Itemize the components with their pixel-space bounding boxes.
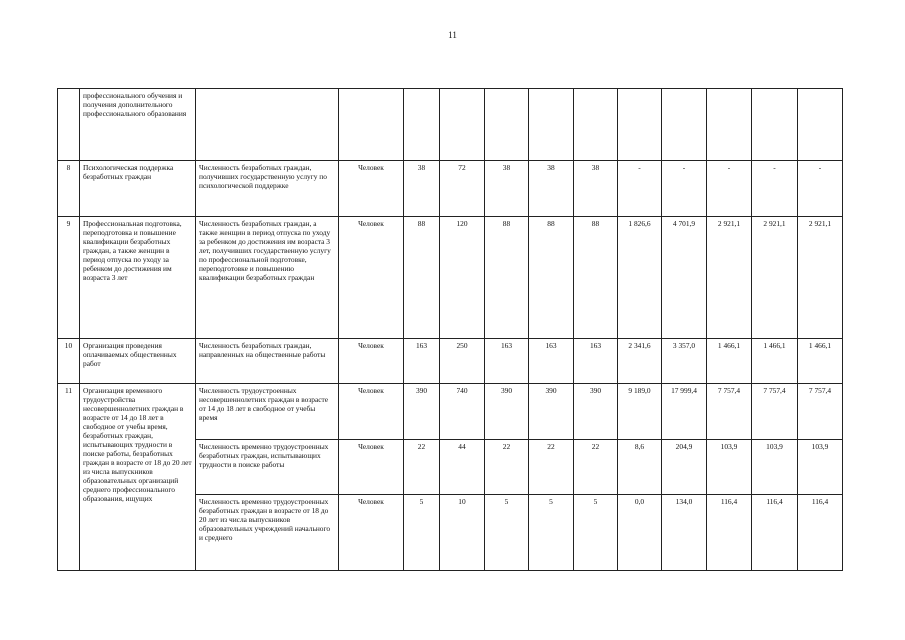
unit-cell: Человек	[339, 440, 404, 495]
indicator-cell	[196, 89, 339, 161]
value-cell: 163	[404, 339, 440, 384]
finance-cell: 116,4	[752, 495, 798, 571]
value-cell: 88	[574, 217, 618, 339]
unit-cell: Человек	[339, 339, 404, 384]
finance-cell: 1 466,1	[752, 339, 798, 384]
indicator-cell: Численность безработных граждан, а также женщин в период отпуска по уходу за ребенком до достижения им возраста 3 лет, получивших государственную услугу по профессиональной подготовке, переподготовке и повышению квалификации безработных граждан	[196, 217, 339, 339]
value-cell: 22	[485, 440, 529, 495]
finance-cell: 1 466,1	[707, 339, 752, 384]
value-cell: 390	[529, 384, 574, 440]
finance-cell: -	[798, 161, 843, 217]
finance-cell: -	[618, 161, 662, 217]
indicator-cell: Численность временно трудоустроенных безработных граждан, испытывающих трудности в поиске работы	[196, 440, 339, 495]
finance-cell: 3 357,0	[662, 339, 707, 384]
finance-cell: 2 921,1	[798, 217, 843, 339]
finance-cell: -	[752, 161, 798, 217]
value-cell: 163	[574, 339, 618, 384]
value-cell: 88	[529, 217, 574, 339]
finance-cell: 134,0	[662, 495, 707, 571]
value-cell: 38	[574, 161, 618, 217]
value-cell: 5	[485, 495, 529, 571]
unit-cell: Человек	[339, 495, 404, 571]
finance-cell: 2 341,6	[618, 339, 662, 384]
finance-cell: 1 466,1	[798, 339, 843, 384]
row-number-cell: 10	[58, 339, 80, 384]
finance-cell: 204,9	[662, 440, 707, 495]
table-row	[58, 217, 843, 339]
row-number-cell: 8	[58, 161, 80, 217]
value-cell: 5	[574, 495, 618, 571]
finance-cell: 2 921,1	[707, 217, 752, 339]
table-row	[58, 89, 843, 161]
finance-cell: 116,4	[798, 495, 843, 571]
value-cell: 390	[574, 384, 618, 440]
finance-cell: -	[662, 161, 707, 217]
row-number-cell: 9	[58, 217, 80, 339]
table-row	[58, 161, 843, 217]
finance-cell: -	[707, 161, 752, 217]
service-name-cell: Психологическая поддержка безработных граждан	[80, 161, 196, 217]
service-name-cell: Организация временного трудоустройства несовершеннолетних граждан в возрасте от 14 до 18 лет в свободное от учебы время, безработных граждан, испытывающих трудности в поиске работы, безработных граждан в возрасте от 18 до 20 лет из числа выпускников образовательных организаций среднего профессионального образования, ищущих	[80, 384, 196, 571]
finance-cell: 116,4	[707, 495, 752, 571]
row-number-cell	[58, 89, 80, 161]
services-table	[57, 88, 843, 571]
unit-cell: Человек	[339, 217, 404, 339]
finance-cell: 17 999,4	[662, 384, 707, 440]
table-row	[58, 339, 843, 384]
value-cell: 740	[440, 384, 485, 440]
table-row	[58, 384, 843, 440]
service-name-cell: Профессиональная подготовка, переподготовка и повышение квалификации безработных граждан, а также женщин в период отпуска по уходу за ребенком до достижения им возраста 3 лет	[80, 217, 196, 339]
value-cell: 38	[485, 161, 529, 217]
value-cell: 38	[404, 161, 440, 217]
value-cell: 22	[404, 440, 440, 495]
service-name-cell: профессионального обучения и получения дополнительного профессионального образования	[80, 89, 196, 161]
value-cell: 390	[404, 384, 440, 440]
page-number: 11	[448, 30, 457, 40]
finance-cell: 7 757,4	[798, 384, 843, 440]
value-cell: 120	[440, 217, 485, 339]
row-number-cell: 11	[58, 384, 80, 571]
value-cell: 88	[485, 217, 529, 339]
value-cell: 390	[485, 384, 529, 440]
value-cell: 38	[529, 161, 574, 217]
finance-cell: 7 757,4	[752, 384, 798, 440]
finance-cell: 8,6	[618, 440, 662, 495]
value-cell: 5	[404, 495, 440, 571]
finance-cell: 103,9	[798, 440, 843, 495]
finance-cell: 2 921,1	[752, 217, 798, 339]
finance-cell: 7 757,4	[707, 384, 752, 440]
unit-cell: Человек	[339, 384, 404, 440]
value-cell: 250	[440, 339, 485, 384]
finance-cell: 103,9	[707, 440, 752, 495]
value-cell: 44	[440, 440, 485, 495]
unit-cell: Человек	[339, 161, 404, 217]
indicator-cell: Численность трудоустроенных несовершеннолетних граждан в возрасте от 14 до 18 лет в свободное от учебы время	[196, 384, 339, 440]
finance-cell: 103,9	[752, 440, 798, 495]
finance-cell: 9 189,0	[618, 384, 662, 440]
indicator-cell: Численность временно трудоустроенных безработных граждан в возрасте от 18 до 20 лет из числа выпускников образовательных учреждений начального и среднего	[196, 495, 339, 571]
value-cell: 163	[485, 339, 529, 384]
finance-cell: 1 826,6	[618, 217, 662, 339]
indicator-cell: Численность безработных граждан, получивших государственную услугу по психологической поддержке	[196, 161, 339, 217]
value-cell: 22	[574, 440, 618, 495]
value-cell: 72	[440, 161, 485, 217]
service-name-cell: Организация проведения оплачиваемых общественных работ	[80, 339, 196, 384]
value-cell: 88	[404, 217, 440, 339]
finance-cell: 4 701,9	[662, 217, 707, 339]
indicator-cell: Численность безработных граждан, направленных на общественные работы	[196, 339, 339, 384]
finance-cell: 0,0	[618, 495, 662, 571]
value-cell: 5	[529, 495, 574, 571]
value-cell: 22	[529, 440, 574, 495]
value-cell: 10	[440, 495, 485, 571]
value-cell: 163	[529, 339, 574, 384]
